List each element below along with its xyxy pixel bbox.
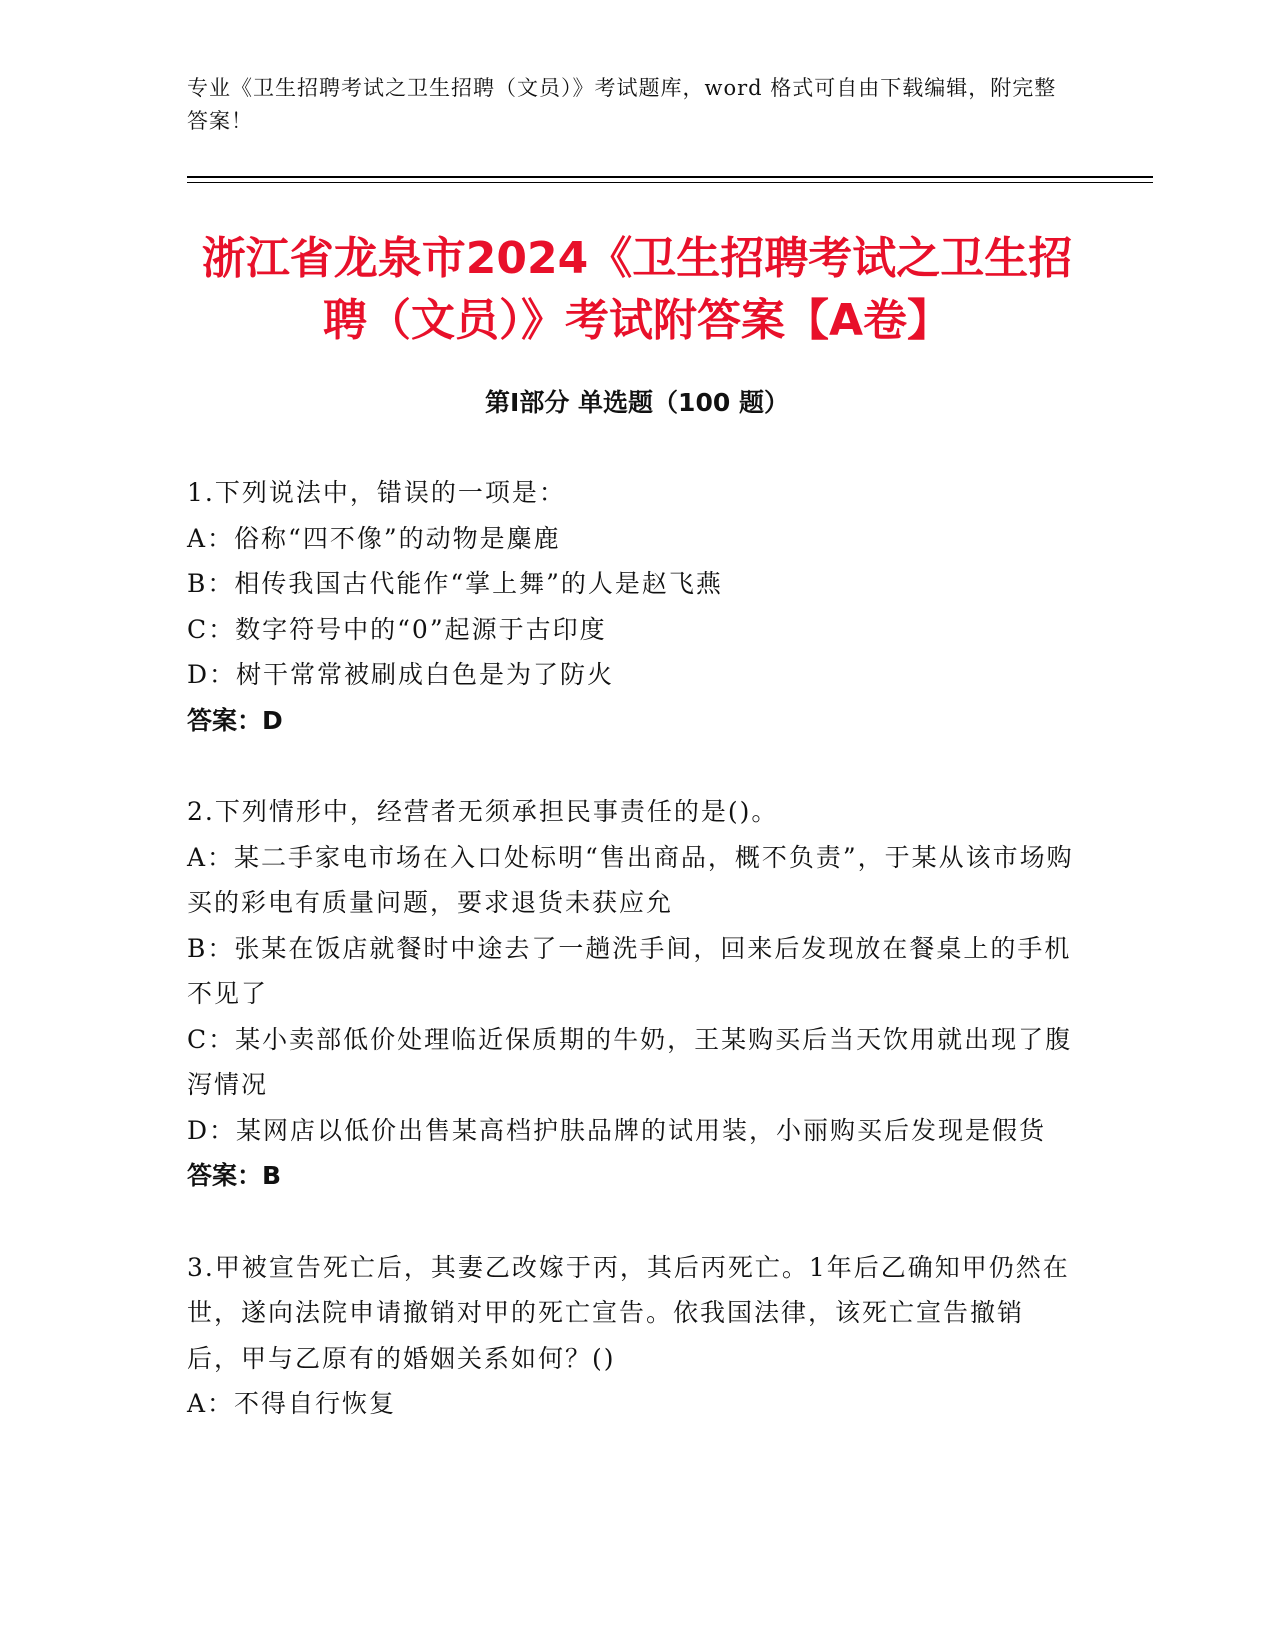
answer: 答案：B — [187, 1161, 282, 1190]
option-a: A：俗称“四不像”的动物是麋鹿 — [187, 523, 561, 553]
question-list — [187, 470, 1077, 1473]
header-note: 专业《卫生招聘考试之卫生招聘（文员）》考试题库，word 格式可自由下载编辑，附完整答案！ — [187, 76, 1057, 133]
answer: 答案：D — [187, 705, 283, 735]
question-2 — [187, 789, 1077, 1199]
option-b: B：相传我国古代能作“掌上舞”的人是赵飞燕 — [187, 569, 723, 598]
question-stem: 2.下列情形中，经营者无须承担民事责任的是()。 — [187, 797, 779, 826]
option-d: D：树干常常被刷成白色是为了防火 — [187, 660, 615, 689]
option-c: C：某小卖部低价处理临近保质期的牛奶，王某购买后当天饮用就出现了腹泻情况 — [187, 1024, 1073, 1099]
option-c: C：数字符号中的“0”起源于古印度 — [187, 614, 607, 644]
option-a: A：某二手家电市场在入口处标明“售出商品，概不负责”，于某从该市场购买的彩电有质量问题，要求退货未获应允 — [187, 842, 1074, 917]
header-rule-thin — [187, 182, 1153, 183]
question-stem: 3.甲被宣告死亡后，其妻乙改嫁于丙，其后丙死亡。1年后乙确知甲仍然在世，遂向法院申请撤销对甲的死亡宣告。依我国法律，该死亡宣告撤销后，甲与乙原有的婚姻关系如何？() — [187, 1252, 1070, 1373]
question-3 — [187, 1245, 1077, 1427]
section-title: 第Ⅰ部分 单选题（100 题） — [485, 388, 789, 417]
option-a: A：不得自行恢复 — [187, 1389, 397, 1418]
option-b: B：张某在饭店就餐时中途去了一趟洗手间，回来后发现放在餐桌上的手机不见了 — [187, 933, 1072, 1008]
header-rule-thick — [187, 176, 1153, 178]
document-title: 浙江省龙泉市2024《卫生招聘考试之卫生招聘（文员）》考试附答案【A卷】 — [201, 233, 1073, 346]
question-stem: 1.下列说法中，错误的一项是： — [187, 478, 566, 507]
option-d: D：某网店以低价出售某高档护肤品牌的试用装，小丽购买后发现是假货 — [187, 1115, 1047, 1145]
question-1 — [187, 470, 1077, 743]
